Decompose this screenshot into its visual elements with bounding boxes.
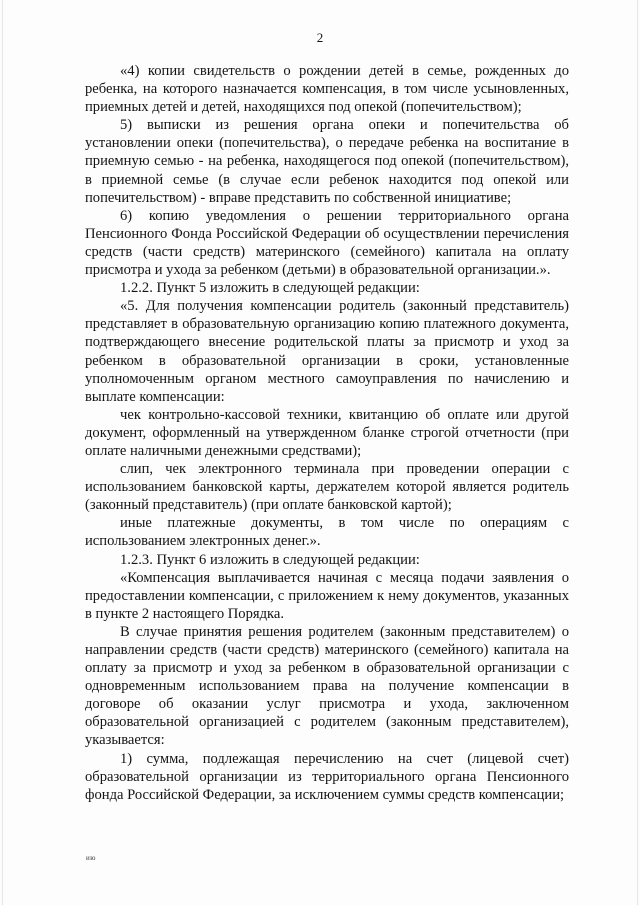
- paragraph-clause-1-2-2: 1.2.2. Пункт 5 изложить в следующей редакции:: [120, 280, 420, 297]
- scan-edge-left: [2, 0, 3, 905]
- paragraph-cash-receipt: чек контрольно-кассовой техники, квитанцию об оплате или другой документ, оформленный на утвержденном бланке строгой отчетности (при оплате наличными денежными средствами);: [85, 406, 569, 459]
- paragraph-point-6: «Компенсация выплачивается начиная с месяца подачи заявления о предоставлении компенсации, с приложением к нему документов, указанных в пункте 2 настоящего Порядка.: [85, 569, 569, 622]
- footer-mark: ию: [86, 854, 96, 862]
- paragraph-other-documents: иные платежные документы, в том числе по операциям с использованием электронных денег.».: [85, 515, 569, 550]
- page-number: 2: [316, 30, 324, 45]
- paragraph-sum-transfer: 1) сумма, подлежащая перечислению на счет (лицевой счет) образовательной организации из территориального органа Пенсионного фонда Российской Федерации, за исключением суммы средств компенсации;: [85, 750, 569, 803]
- scan-edge-right: [637, 0, 638, 905]
- paragraph-maternity-capital: В случае принятия решения родителем (законным представителем) о направлении средств (части средств) материнского (семейного) капитала на оплату за присмотр и уход за ребенком в образовательной организации с одновременным использованием права на получение компенсации в договоре об оказании услуг присмотра и ухода, заключенном образовательной организацией с родителем (законным представителем), указывается:: [85, 623, 569, 749]
- paragraph-point-5: «5. Для получения компенсации родитель (законный представитель) представляет в образовательную организацию копию платежного документа, подтверждающего внесение родительской платы за присмотр и уход за ребенком в образовательной организации в сроки, установленные уполномоченным органом местного самоуправления по начислению и выплате компенсации:: [85, 298, 569, 405]
- paragraph-item-4: «4) копии свидетельств о рождении детей в семье, рожденных до ребенка, на которого назначается компенсация, в том числе усыновленных, приемных детей и детей, находящихся под опекой (попечительством);: [85, 63, 569, 116]
- paragraph-item-5: 5) выписки из решения органа опеки и попечительства об установлении опеки (попечительства), о передаче ребенка на воспитание в приемную семью - на ребенка, находящегося под опекой (попечительством), в приемной семье (в случае если ребенок находится под опекой или попечительством) - вправе представить по собственной инициативе;: [85, 117, 569, 206]
- paragraph-card-slip: слип, чек электронного терминала при проведении операции с использованием банковской карты, держателем которой является родитель (законный представитель) (при оплате банковской картой);: [85, 461, 569, 514]
- document-body: [85, 62, 569, 804]
- paragraph-clause-1-2-3: 1.2.3. Пункт 6 изложить в следующей редакции:: [120, 551, 420, 568]
- paragraph-item-6: 6) копию уведомления о решении территориального органа Пенсионного Фонда Российской Федерации об осуществлении перечисления средств (части средств) материнского (семейного) капитала на оплату присмотра и ухода за ребенком (детьми) в образовательной организации.».: [85, 207, 569, 279]
